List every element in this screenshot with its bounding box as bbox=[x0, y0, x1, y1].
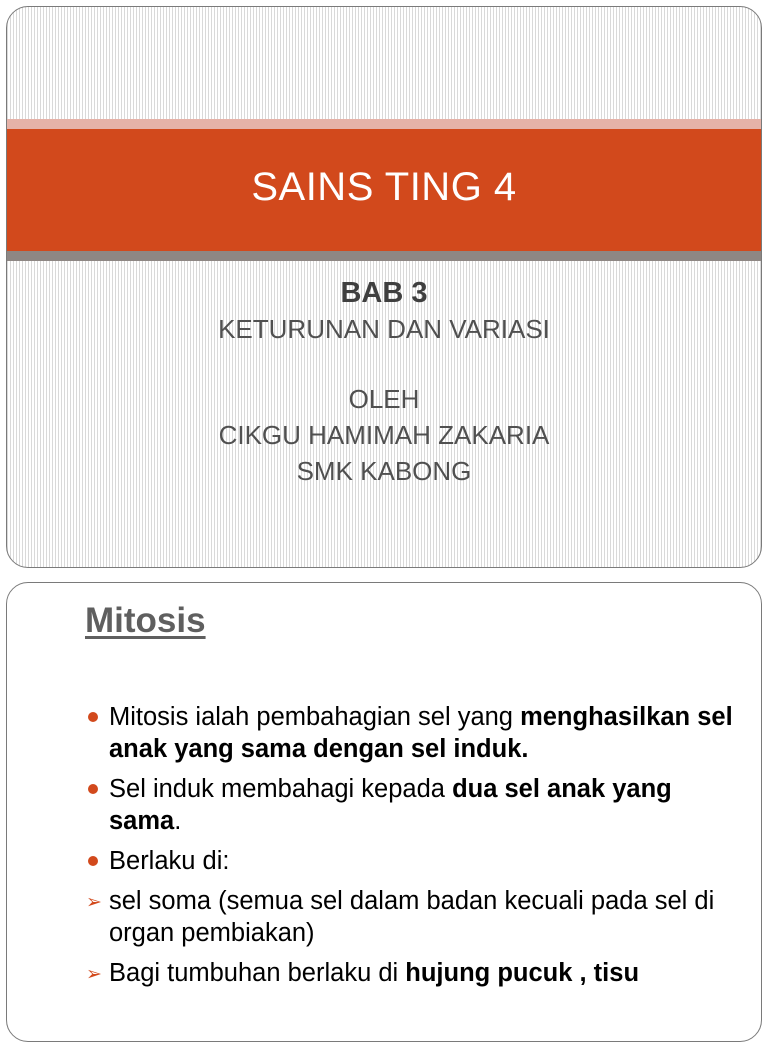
arrow-bullet-icon: ➢ bbox=[86, 891, 102, 913]
topic-label: KETURUNAN DAN VARIASI bbox=[218, 314, 550, 344]
by-label: OLEH bbox=[348, 384, 420, 414]
bullet-text: Mitosis ialah pembahagian sel yang bbox=[109, 703, 521, 731]
bullet-bold-text: dua sel anak yang sama bbox=[109, 775, 672, 835]
bullet-list bbox=[85, 701, 745, 997]
chapter-label: BAB 3 bbox=[340, 277, 428, 309]
author-name: CIKGU HAMIMAH ZAKARIA bbox=[218, 420, 550, 450]
title-slide bbox=[6, 6, 762, 568]
bullet-dot-icon bbox=[88, 712, 98, 722]
bullet-dot-icon bbox=[88, 784, 98, 794]
subtitle-block bbox=[7, 275, 761, 489]
slide-title: SAINS TING 4 bbox=[251, 164, 517, 209]
bullet-item bbox=[85, 845, 745, 877]
bullet-item bbox=[85, 701, 745, 765]
sub-bullet-item bbox=[85, 957, 745, 989]
bullet-text: Bagi tumbuhan berlaku di bbox=[109, 959, 406, 987]
mitosis-slide bbox=[6, 582, 762, 1042]
slide-heading: Mitosis bbox=[85, 601, 206, 640]
bullet-text: sel soma (semua sel dalam badan kecuali pada sel di organ pembiakan) bbox=[109, 887, 715, 947]
sub-bullet-item bbox=[85, 885, 745, 949]
school-name: SMK KABONG bbox=[296, 456, 472, 486]
bullet-bold-text: hujung pucuk , tisu bbox=[405, 959, 640, 987]
title-band-top-stripe bbox=[7, 119, 761, 129]
bullet-dot-icon bbox=[88, 856, 98, 866]
bullet-text: Sel induk membahagi kepada bbox=[109, 775, 453, 803]
bullet-text: Berlaku di: bbox=[109, 847, 230, 875]
bullet-bold-text: menghasilkan sel anak yang sama dengan sel induk. bbox=[109, 703, 733, 763]
title-band-bottom-stripe bbox=[7, 251, 761, 261]
title-band bbox=[7, 129, 761, 251]
arrow-bullet-icon: ➢ bbox=[86, 963, 102, 985]
bullet-text-end: . bbox=[174, 807, 182, 835]
bullet-item bbox=[85, 773, 745, 837]
